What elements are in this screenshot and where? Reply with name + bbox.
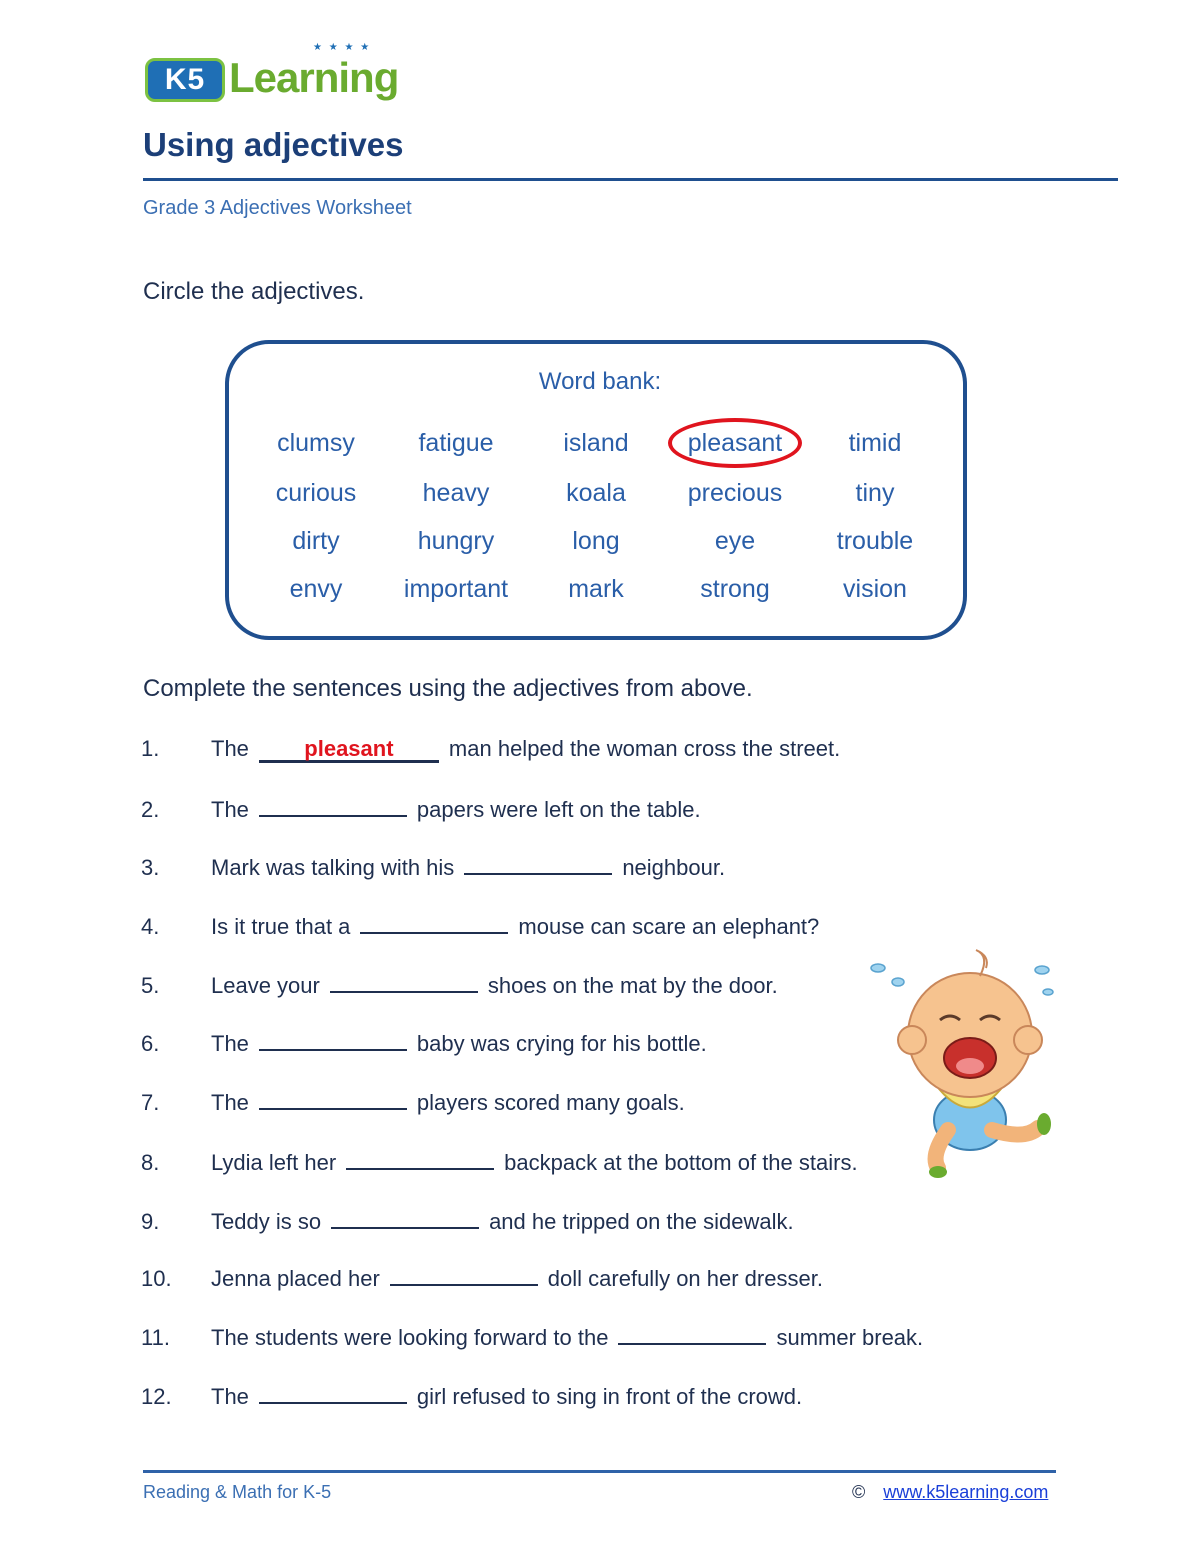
- word-bank-word[interactable]: hungry: [417, 527, 495, 555]
- word-bank-word[interactable]: long: [572, 527, 620, 555]
- answer-blank[interactable]: [259, 795, 407, 817]
- sentence-number: 3.: [141, 855, 160, 880]
- sentence-item: [141, 1029, 707, 1057]
- answer-blank[interactable]: [390, 1264, 538, 1286]
- sock: [929, 1166, 947, 1178]
- sentence-item: [141, 1148, 858, 1176]
- word-bank-word[interactable]: fatigue: [418, 429, 494, 457]
- sentence-text-after: mouse can scare an elephant?: [518, 914, 820, 939]
- tear-drop: [892, 978, 904, 986]
- sentence-item: [141, 971, 778, 999]
- title-divider: [143, 178, 1118, 181]
- page-subtitle: Grade 3 Adjectives Worksheet: [143, 197, 412, 219]
- answer-blank[interactable]: [360, 912, 508, 934]
- stars-icon: ★ ★ ★ ★: [313, 42, 372, 53]
- word-bank-word[interactable]: heavy: [422, 479, 490, 507]
- sentence-text-before: The: [211, 797, 249, 822]
- sentence-text-before: The: [211, 736, 249, 761]
- word-bank-word[interactable]: curious: [275, 479, 357, 507]
- answer-blank[interactable]: [330, 971, 478, 993]
- sentence-text-after: girl refused to sing in front of the crowd.: [416, 1384, 803, 1409]
- sentence-number: 2.: [141, 797, 160, 822]
- sentence-text-before: The: [211, 1384, 249, 1409]
- sentence-number: 10.: [141, 1266, 172, 1291]
- word-bank-title: Word bank:: [538, 368, 662, 395]
- k5-learning-logo: [145, 40, 405, 110]
- word-bank-word[interactable]: eye: [714, 527, 756, 555]
- tear-drop: [1043, 989, 1053, 995]
- sentence-text-before: Jenna placed her: [211, 1266, 380, 1291]
- circle-instruction: Circle the adjectives.: [143, 278, 365, 305]
- answer-blank[interactable]: [331, 1207, 479, 1229]
- sentence-text-after: backpack at the bottom of the stairs.: [504, 1150, 858, 1175]
- sentence-item: [141, 736, 840, 763]
- sentence-number: 4.: [141, 914, 160, 939]
- sentence-text-after: shoes on the mat by the door.: [487, 973, 778, 998]
- footer-website-link[interactable]: www.k5learning.com: [883, 1482, 1049, 1502]
- sentence-item: [141, 1264, 823, 1292]
- footer-copyright: [852, 1482, 1048, 1503]
- sentence-number: 9.: [141, 1209, 160, 1234]
- tear-drop: [1035, 966, 1049, 974]
- complete-instruction: Complete the sentences using the adjectives from above.: [143, 675, 753, 702]
- sentence-item: [141, 912, 819, 940]
- k5-badge: K5: [145, 58, 225, 102]
- sentence-item: [141, 1323, 923, 1351]
- sentence-text-before: Is it true that a: [211, 914, 351, 939]
- word-bank-word[interactable]: precious: [687, 479, 783, 507]
- word-bank-word[interactable]: pleasant: [687, 429, 783, 457]
- footer-tagline: Reading & Math for K-5: [143, 1482, 332, 1502]
- word-bank-word[interactable]: tiny: [855, 479, 895, 507]
- tear-drop: [871, 964, 885, 972]
- sentence-text-before: Mark was talking with his: [211, 855, 455, 880]
- word-bank-word[interactable]: timid: [848, 429, 902, 457]
- sentence-text-before: Teddy is so: [211, 1209, 322, 1234]
- word-bank-word[interactable]: envy: [289, 575, 343, 603]
- sentence-item: [141, 1382, 802, 1410]
- sentence-number: 5.: [141, 973, 160, 998]
- answer-blank[interactable]: [259, 1029, 407, 1051]
- sentence-item: [141, 1207, 794, 1235]
- word-bank: [225, 340, 967, 640]
- answer-blank[interactable]: [618, 1323, 766, 1345]
- sentence-text-before: The: [211, 1090, 249, 1115]
- sentence-item: [141, 853, 725, 881]
- page-title: Using adjectives: [143, 126, 404, 163]
- sentence-text-after: neighbour.: [622, 855, 726, 880]
- word-bank-word[interactable]: important: [403, 575, 509, 603]
- sentence-text-after: summer break.: [776, 1325, 924, 1350]
- word-bank-word[interactable]: strong: [700, 575, 770, 603]
- sentence-number: 8.: [141, 1150, 160, 1175]
- word-bank-word[interactable]: trouble: [836, 527, 914, 555]
- answer-blank[interactable]: [259, 1382, 407, 1404]
- sentence-number: 12.: [141, 1384, 172, 1409]
- answer-blank[interactable]: [259, 1088, 407, 1110]
- sentence-text-before: The: [211, 1031, 249, 1056]
- sentence-text-before: The students were looking forward to the: [211, 1325, 609, 1350]
- answer-blank[interactable]: [346, 1148, 494, 1170]
- sentence-text-before: Leave your: [211, 973, 320, 998]
- sentence-item: [141, 795, 701, 823]
- sock: [1037, 1113, 1051, 1135]
- sentence-text-after: man helped the woman cross the street.: [448, 736, 841, 761]
- sentence-text-before: Lydia left her: [211, 1150, 337, 1175]
- sentence-item: [141, 1088, 685, 1116]
- sentence-number: 1.: [141, 736, 160, 761]
- footer-divider: [143, 1470, 1056, 1473]
- answer-blank[interactable]: [464, 853, 612, 875]
- word-bank-word[interactable]: koala: [566, 479, 626, 507]
- logo-wordmark: Learning: [229, 54, 399, 101]
- sentence-text-after: baby was crying for his bottle.: [416, 1031, 707, 1056]
- word-bank-word[interactable]: dirty: [292, 527, 340, 555]
- word-bank-word[interactable]: clumsy: [277, 429, 355, 457]
- word-bank-word[interactable]: mark: [568, 575, 624, 603]
- answer-blank-filled[interactable]: pleasant: [259, 738, 439, 763]
- sentence-number: 7.: [141, 1090, 160, 1115]
- sentence-text-after: and he tripped on the sidewalk.: [489, 1209, 794, 1234]
- sentence-number: 11.: [141, 1325, 170, 1350]
- sentence-number: 6.: [141, 1031, 160, 1056]
- sentence-text-after: doll carefully on her dresser.: [547, 1266, 823, 1291]
- sentence-text-after: players scored many goals.: [416, 1090, 685, 1115]
- copyright-icon: ©: [852, 1482, 866, 1502]
- word-bank-word[interactable]: island: [563, 429, 629, 457]
- crying-baby-illustration: [860, 940, 1060, 1180]
- word-bank-word[interactable]: vision: [843, 575, 907, 603]
- sentence-text-after: papers were left on the table.: [416, 797, 701, 822]
